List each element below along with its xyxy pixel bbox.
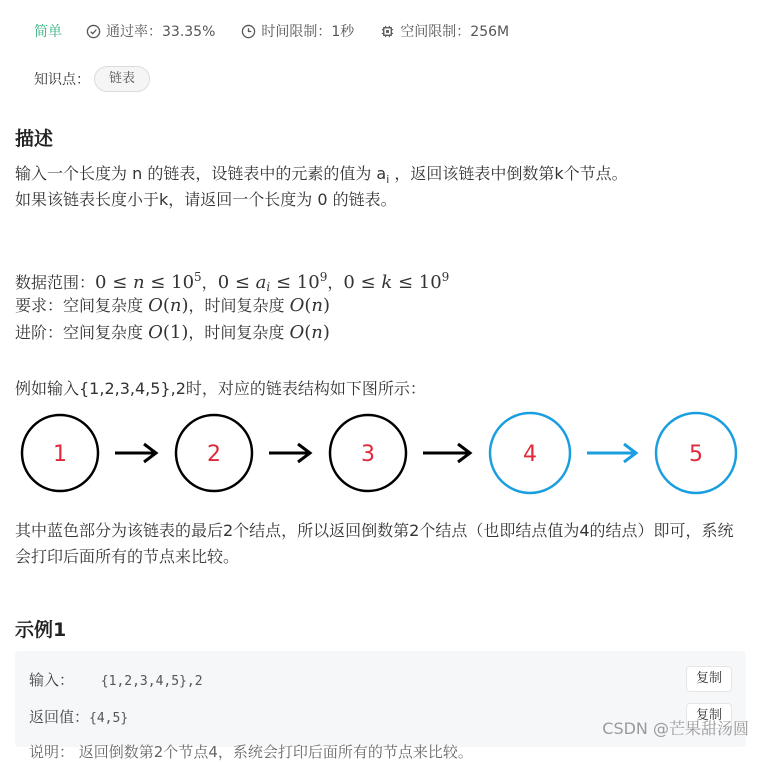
chip-icon xyxy=(380,24,395,39)
list-node-label-1: 1 xyxy=(53,442,67,467)
tag-linked-list[interactable]: 链表 xyxy=(94,66,150,92)
example1-heading: 示例1 xyxy=(15,619,67,641)
description-line-2: 如果该链表长度小于k，请返回一个长度为 0 的链表。 xyxy=(15,190,397,209)
problem-meta-row xyxy=(34,20,535,42)
output-label: 返回值： xyxy=(29,708,90,726)
pass-rate xyxy=(86,21,215,41)
linked-list-diagram xyxy=(0,410,763,500)
example-output-row xyxy=(29,706,128,727)
check-circle-icon xyxy=(86,24,101,39)
memory-limit xyxy=(380,21,509,41)
list-node-label-3: 3 xyxy=(361,442,375,467)
copy-output-button[interactable]: 复制 xyxy=(686,703,732,729)
range-formula: $0 \le n \le 10^5$ xyxy=(95,270,202,293)
csdn-watermark: CSDN @芒果甜汤圆 xyxy=(602,719,749,738)
advanced-line: 进阶：空间复杂度 O(1)，时间复杂度 O(n) xyxy=(15,322,330,343)
description-heading: 描述 xyxy=(15,128,54,150)
knowledge-point-label: 知识点： xyxy=(34,72,90,88)
explanation-text: 其中蓝色部分为该链表的最后2个结点，所以返回倒数第2个结点（也即结点值为4的结点）即可，系统会打印后面所有的节点来比较。 xyxy=(15,521,734,566)
input-label: 输入： xyxy=(29,671,75,689)
list-node-label-2: 2 xyxy=(207,442,221,467)
example-input-row xyxy=(29,669,203,690)
subscript-i: i xyxy=(386,173,390,187)
pass-rate-text: 通过率：33.35% xyxy=(106,24,216,40)
data-range-line: 数据范围：$0 \le n \le 10^5$，$0 \le a_i \le 10^9$，$0 \le k \le 10^9$ xyxy=(15,270,450,294)
input-value: {1,2,3,4,5},2 xyxy=(100,674,203,689)
description-line-1: 输入一个长度为 n 的链表，设链表中的元素的值为 $a_i$ ，返回该链表中倒数第k个节点。 xyxy=(15,164,628,187)
clock-icon xyxy=(241,24,256,39)
output-value: {4,5} xyxy=(89,711,129,726)
copy-input-button[interactable]: 复制 xyxy=(686,666,732,692)
knowledge-point-row xyxy=(34,66,150,92)
list-node-label-5: 5 xyxy=(689,442,703,467)
requirement-line: 要求：空间复杂度 O(n)，时间复杂度 O(n) xyxy=(15,295,331,316)
time-limit xyxy=(241,21,354,41)
difficulty-label: 简单 xyxy=(34,24,62,40)
memory-limit-text: 空间限制：256M xyxy=(400,24,510,40)
example-intro: 例如输入{1,2,3,4,5},2时，对应的链表结构如下图所示： xyxy=(15,379,426,398)
time-limit-text: 时间限制：1秒 xyxy=(261,24,355,40)
list-node-label-4: 4 xyxy=(523,442,537,467)
example-note: 说明： 返回倒数第2个节点4，系统会打印后面所有的节点来比较。 xyxy=(29,743,473,761)
